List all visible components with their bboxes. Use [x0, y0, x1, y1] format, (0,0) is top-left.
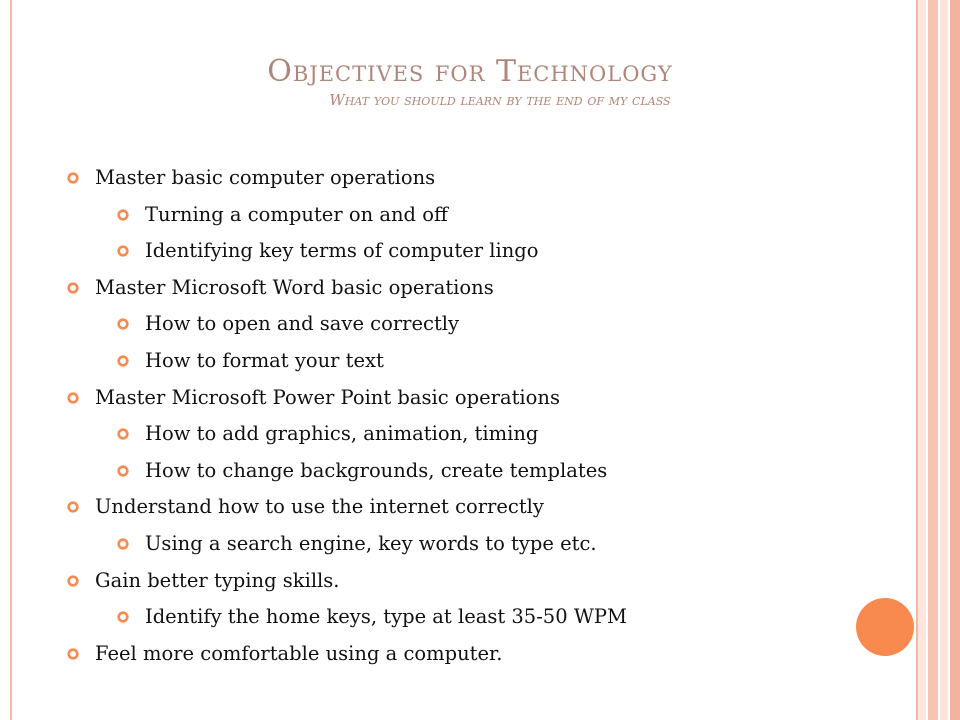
- decorative-band: [928, 0, 938, 720]
- list-item: [64, 457, 844, 494]
- decorative-band: [950, 0, 960, 720]
- orange-circle-bullet-icon: [67, 648, 79, 660]
- slide-subtitle: What you should learn by the end of my class: [329, 91, 671, 109]
- orange-circle-bullet-icon: [117, 318, 129, 330]
- list-item-text: Master basic computer operations: [95, 166, 436, 189]
- list-item-text: Gain better typing skills.: [95, 568, 340, 592]
- list-item: [64, 201, 844, 238]
- decorative-band: [940, 0, 948, 720]
- list-item: [64, 640, 844, 677]
- orange-circle-bullet-icon: [117, 428, 129, 440]
- list-item: [64, 567, 844, 604]
- list-item-text: How to format your text: [145, 348, 384, 372]
- orange-circle-bullet-icon: [117, 611, 129, 623]
- list-item: [64, 274, 844, 311]
- orange-circle-bullet-icon: [67, 575, 79, 587]
- list-item-text: Understand how to use the internet correctly: [95, 495, 544, 519]
- title-block: [60, 52, 880, 110]
- list-item: [64, 237, 844, 274]
- orange-circle-bullet-icon: [67, 392, 79, 404]
- orange-circle-bullet-icon: [67, 282, 79, 294]
- list-item-text: Feel more comfortable using a computer.: [95, 641, 503, 665]
- list-item: [64, 310, 844, 347]
- list-item-text: Using a search engine, key words to type etc.: [145, 531, 597, 555]
- orange-circle-bullet-icon: [117, 465, 129, 477]
- orange-circle-bullet-icon: [67, 172, 79, 184]
- list-item: [64, 603, 844, 640]
- orange-circle-bullet-icon: [67, 501, 79, 513]
- decorative-circle: [856, 598, 914, 656]
- list-item-text: How to open and save correctly: [145, 312, 460, 336]
- list-item-text: Turning a computer on and off: [145, 202, 448, 226]
- list-item: [64, 493, 844, 530]
- decorative-band: [918, 0, 926, 720]
- list-item-text: Master Microsoft Power Point basic operations: [95, 385, 560, 409]
- orange-circle-bullet-icon: [117, 355, 129, 367]
- orange-circle-bullet-icon: [117, 538, 129, 550]
- slide-title: Objectives for Technology: [267, 54, 673, 89]
- orange-circle-bullet-icon: [117, 245, 129, 257]
- orange-circle-bullet-icon: [117, 209, 129, 221]
- list-item-text: Master Microsoft Word basic operations: [95, 275, 494, 299]
- list-item: [64, 347, 844, 384]
- list-item-text: How to change backgrounds, create templates: [145, 458, 608, 482]
- list-item: [64, 384, 844, 421]
- list-item-text: How to add graphics, animation, timing: [145, 422, 539, 446]
- list-item: [64, 164, 844, 201]
- list-item: [64, 530, 844, 567]
- list-item-text: Identify the home keys, type at least 35-50 WPM: [145, 605, 627, 629]
- list-item: [64, 420, 844, 457]
- list-item-text: Identifying key terms of computer lingo: [145, 239, 539, 263]
- bullet-list: [64, 164, 844, 676]
